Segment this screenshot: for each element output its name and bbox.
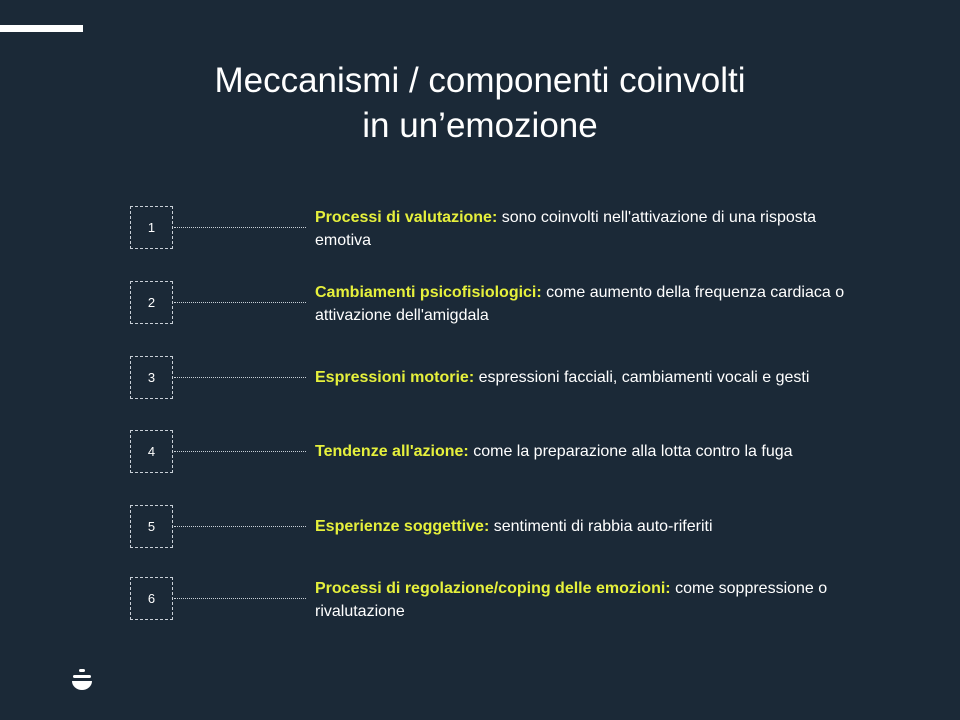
dotted-connector bbox=[174, 377, 306, 378]
list-item-3 bbox=[130, 356, 890, 402]
page-title bbox=[0, 58, 960, 148]
item-keyword: Cambiamenti psicofisiologici: bbox=[315, 284, 542, 301]
item-keyword: Processi di regolazione/coping delle emozioni: bbox=[315, 580, 671, 597]
list-item-6 bbox=[130, 577, 890, 623]
page-title-line-2: in un’emozione bbox=[362, 106, 598, 145]
item-description: come aumento della frequenza cardiaca o attivazione dell'amigdala bbox=[315, 284, 845, 324]
item-text bbox=[315, 366, 875, 389]
dotted-connector bbox=[174, 227, 306, 228]
item-text bbox=[315, 440, 875, 463]
item-description: espressioni facciali, cambiamenti vocali e gesti bbox=[474, 369, 810, 386]
stacked-bowl-icon bbox=[70, 668, 94, 692]
item-description: sono coinvolti nell'attivazione di una risposta emotiva bbox=[315, 209, 817, 249]
item-text bbox=[315, 281, 875, 327]
dotted-connector bbox=[174, 451, 306, 452]
item-description: come la preparazione alla lotta contro la fuga bbox=[468, 443, 793, 460]
list-item-1 bbox=[130, 206, 890, 252]
top-accent-bar bbox=[0, 25, 83, 32]
item-description: come soppressione o rivalutazione bbox=[315, 580, 828, 620]
list-item-2 bbox=[130, 281, 890, 327]
item-keyword: Espressioni motorie: bbox=[315, 369, 475, 386]
dotted-connector bbox=[174, 526, 306, 527]
item-text bbox=[315, 577, 875, 623]
dotted-connector bbox=[174, 598, 306, 599]
item-description: sentimenti di rabbia auto-riferiti bbox=[489, 518, 713, 535]
item-text bbox=[315, 515, 875, 538]
list-item-4 bbox=[130, 430, 890, 476]
dotted-connector bbox=[174, 302, 306, 303]
page-title-line-1: Meccanismi / componenti coinvolti bbox=[214, 61, 746, 100]
item-keyword: Esperienze soggettive: bbox=[315, 518, 490, 535]
item-keyword: Tendenze all'azione: bbox=[315, 443, 469, 460]
list-item-5 bbox=[130, 505, 890, 551]
number-box: 6 bbox=[130, 577, 173, 620]
number-box: 4 bbox=[130, 430, 173, 473]
number-box: 1 bbox=[130, 206, 173, 249]
number-box: 5 bbox=[130, 505, 173, 548]
item-text bbox=[315, 206, 875, 252]
number-box: 3 bbox=[130, 356, 173, 399]
number-box: 2 bbox=[130, 281, 173, 324]
item-keyword: Processi di valutazione: bbox=[315, 209, 498, 226]
